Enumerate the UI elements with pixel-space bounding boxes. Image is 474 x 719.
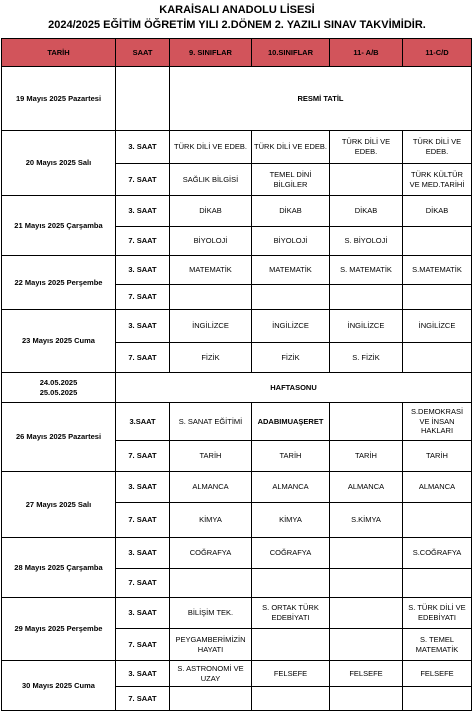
grade-11ab-exam: İNGİLİZCE [330, 310, 403, 343]
grade-9-exam: KİMYA [170, 503, 252, 538]
holiday-cell: RESMİ TATİL [170, 67, 472, 131]
period-cell: 3. SAAT [116, 661, 170, 687]
exam-row [2, 131, 472, 164]
grade-11cd-exam [403, 503, 472, 538]
date-text: 24.05.2025 [39, 377, 78, 387]
date-text: 19 Mayıs 2025 Pazartesi [15, 93, 102, 103]
grade-9-exam: S. SANAT EĞİTİMİ [170, 403, 252, 441]
date-cell [2, 373, 116, 403]
period-cell: 3. SAAT [116, 131, 170, 164]
grade-9-exam: MATEMATİK [170, 256, 252, 285]
header-row [2, 39, 472, 67]
period-cell: 7. SAAT [116, 343, 170, 373]
grade-9-exam: S. ASTRONOMİ VE UZAY [170, 661, 252, 687]
period-cell: 7. SAAT [116, 227, 170, 256]
date-cell: 20 Mayıs 2025 Salı [2, 131, 116, 196]
grade-9-exam: DİKAB [170, 196, 252, 227]
grade-11ab-exam [330, 629, 403, 661]
column-header-grade-9: 9. SINIFLAR [170, 39, 252, 67]
grade-11ab-exam: S. MATEMATİK [330, 256, 403, 285]
grade-9-exam [170, 687, 252, 711]
column-header-grade-11ab: 11- A/B [330, 39, 403, 67]
grade-11cd-exam: TÜRK KÜLTÜR VE MED.TARİHİ [403, 164, 472, 196]
grade-11ab-exam [330, 569, 403, 598]
exam-row [2, 196, 472, 227]
column-header-period: SAAT [116, 39, 170, 67]
date-text-secondary: 25.05.2025 [39, 387, 78, 397]
grade-9-exam [170, 569, 252, 598]
grade-11ab-exam: ALMANCA [330, 472, 403, 503]
column-header-date: TARİH [2, 39, 116, 67]
grade-10-exam [252, 285, 330, 310]
period-cell: 3. SAAT [116, 196, 170, 227]
grade-11cd-exam: FELSEFE [403, 661, 472, 687]
grade-11cd-exam: S.MATEMATİK [403, 256, 472, 285]
grade-11ab-exam: S. BİYOLOJİ [330, 227, 403, 256]
grade-10-exam: KİMYA [252, 503, 330, 538]
period-cell: 7. SAAT [116, 569, 170, 598]
grade-9-exam: ALMANCA [170, 472, 252, 503]
period-cell: 7. SAAT [116, 629, 170, 661]
grade-10-exam: TÜRK DİLİ VE EDEB. [252, 131, 330, 164]
grade-9-exam: TARİH [170, 441, 252, 472]
exam-row [2, 538, 472, 569]
exam-row [2, 403, 472, 441]
exam-row [2, 256, 472, 285]
grade-11cd-exam [403, 285, 472, 310]
date-cell: 30 Mayıs 2025 Cuma [2, 661, 116, 711]
grade-10-exam: MATEMATİK [252, 256, 330, 285]
grade-10-exam [252, 629, 330, 661]
grade-11ab-exam [330, 285, 403, 310]
exam-row [2, 472, 472, 503]
exam-row [2, 598, 472, 629]
period-cell: 3. SAAT [116, 256, 170, 285]
period-cell: 3. SAAT [116, 310, 170, 343]
period-cell: 7. SAAT [116, 441, 170, 472]
grade-11ab-exam: TÜRK DİLİ VE EDEB. [330, 131, 403, 164]
period-cell: 3. SAAT [116, 472, 170, 503]
grade-11cd-exam: S.COĞRAFYA [403, 538, 472, 569]
grade-11cd-exam [403, 687, 472, 711]
grade-11cd-exam [403, 227, 472, 256]
exam-row [2, 661, 472, 687]
day-row [2, 373, 472, 403]
column-header-grade-11cd: 11-C/D [403, 39, 472, 67]
grade-9-exam: FİZİK [170, 343, 252, 373]
grade-9-exam: PEYGAMBERİMİZİN HAYATI [170, 629, 252, 661]
day-row [2, 67, 472, 131]
grade-9-exam [170, 285, 252, 310]
grade-11cd-exam: ALMANCA [403, 472, 472, 503]
period-cell: 7. SAAT [116, 503, 170, 538]
grade-11cd-exam [403, 569, 472, 598]
exam-row [2, 310, 472, 343]
grade-11ab-exam [330, 538, 403, 569]
grade-9-exam: İNGİLİZCE [170, 310, 252, 343]
date-cell: 23 Mayıs 2025 Cuma [2, 310, 116, 373]
column-header-grade-10: 10.SINIFLAR [252, 39, 330, 67]
period-cell: 3.SAAT [116, 403, 170, 441]
period-cell: 3. SAAT [116, 598, 170, 629]
grade-10-exam: TEMEL DİNİ BİLGİLER [252, 164, 330, 196]
grade-11cd-exam: S. TÜRK DİLİ VE EDEBİYATI [403, 598, 472, 629]
weekend-cell: HAFTASONU [116, 373, 472, 403]
document-title: 2024/2025 EĞİTİM ÖĞRETİM YILI 2.DÖNEM 2. YAZILI SINAV TAKVİMİDİR. [48, 19, 426, 31]
school-name: KARAİSALI ANADOLU LİSESİ [159, 4, 315, 16]
grade-9-exam: TÜRK DİLİ VE EDEB. [170, 131, 252, 164]
grade-10-exam: TARİH [252, 441, 330, 472]
period-cell: 7. SAAT [116, 687, 170, 711]
grade-11ab-exam: S. FİZİK [330, 343, 403, 373]
grade-11ab-exam [330, 164, 403, 196]
grade-10-exam: İNGİLİZCE [252, 310, 330, 343]
grade-9-exam: SAĞLIK BİLGİSİ [170, 164, 252, 196]
grade-10-exam: COĞRAFYA [252, 538, 330, 569]
schedule-body [2, 67, 472, 711]
date-cell: 22 Mayıs 2025 Perşembe [2, 256, 116, 310]
grade-10-exam: BİYOLOJİ [252, 227, 330, 256]
date-cell: 26 Mayıs 2025 Pazartesi [2, 403, 116, 472]
date-cell: 27 Mayıs 2025 Salı [2, 472, 116, 538]
grade-10-exam [252, 569, 330, 598]
grade-9-exam: BİYOLOJİ [170, 227, 252, 256]
grade-10-exam: FİZİK [252, 343, 330, 373]
grade-9-exam: BİLİŞİM TEK. [170, 598, 252, 629]
grade-11cd-exam: TARİH [403, 441, 472, 472]
grade-11ab-exam [330, 687, 403, 711]
exam-schedule-table [1, 38, 472, 711]
grade-10-exam: S. ORTAK TÜRK EDEBİYATI [252, 598, 330, 629]
grade-11ab-exam [330, 598, 403, 629]
grade-11ab-exam: TARİH [330, 441, 403, 472]
period-cell [116, 67, 170, 131]
grade-11cd-exam: S.DEMOKRASİ VE İNSAN HAKLARI [403, 403, 472, 441]
grade-10-exam [252, 687, 330, 711]
date-cell: 29 Mayıs 2025 Perşembe [2, 598, 116, 661]
date-cell [2, 67, 116, 131]
date-cell: 28 Mayıs 2025 Çarşamba [2, 538, 116, 598]
grade-11cd-exam: S. TEMEL MATEMATİK [403, 629, 472, 661]
grade-11ab-exam: S.KİMYA [330, 503, 403, 538]
grade-11cd-exam: DİKAB [403, 196, 472, 227]
grade-11ab-exam [330, 403, 403, 441]
period-cell: 7. SAAT [116, 164, 170, 196]
grade-9-exam: COĞRAFYA [170, 538, 252, 569]
grade-10-exam: DİKAB [252, 196, 330, 227]
period-cell: 7. SAAT [116, 285, 170, 310]
grade-11ab-exam: DİKAB [330, 196, 403, 227]
grade-10-exam: FELSEFE [252, 661, 330, 687]
grade-11ab-exam: FELSEFE [330, 661, 403, 687]
grade-10-exam: ALMANCA [252, 472, 330, 503]
grade-10-exam: ADABIMUAŞERET [252, 403, 330, 441]
grade-11cd-exam: TÜRK DİLİ VE EDEB. [403, 131, 472, 164]
grade-11cd-exam [403, 343, 472, 373]
grade-11cd-exam: İNGİLİZCE [403, 310, 472, 343]
date-cell: 21 Mayıs 2025 Çarşamba [2, 196, 116, 256]
period-cell: 3. SAAT [116, 538, 170, 569]
